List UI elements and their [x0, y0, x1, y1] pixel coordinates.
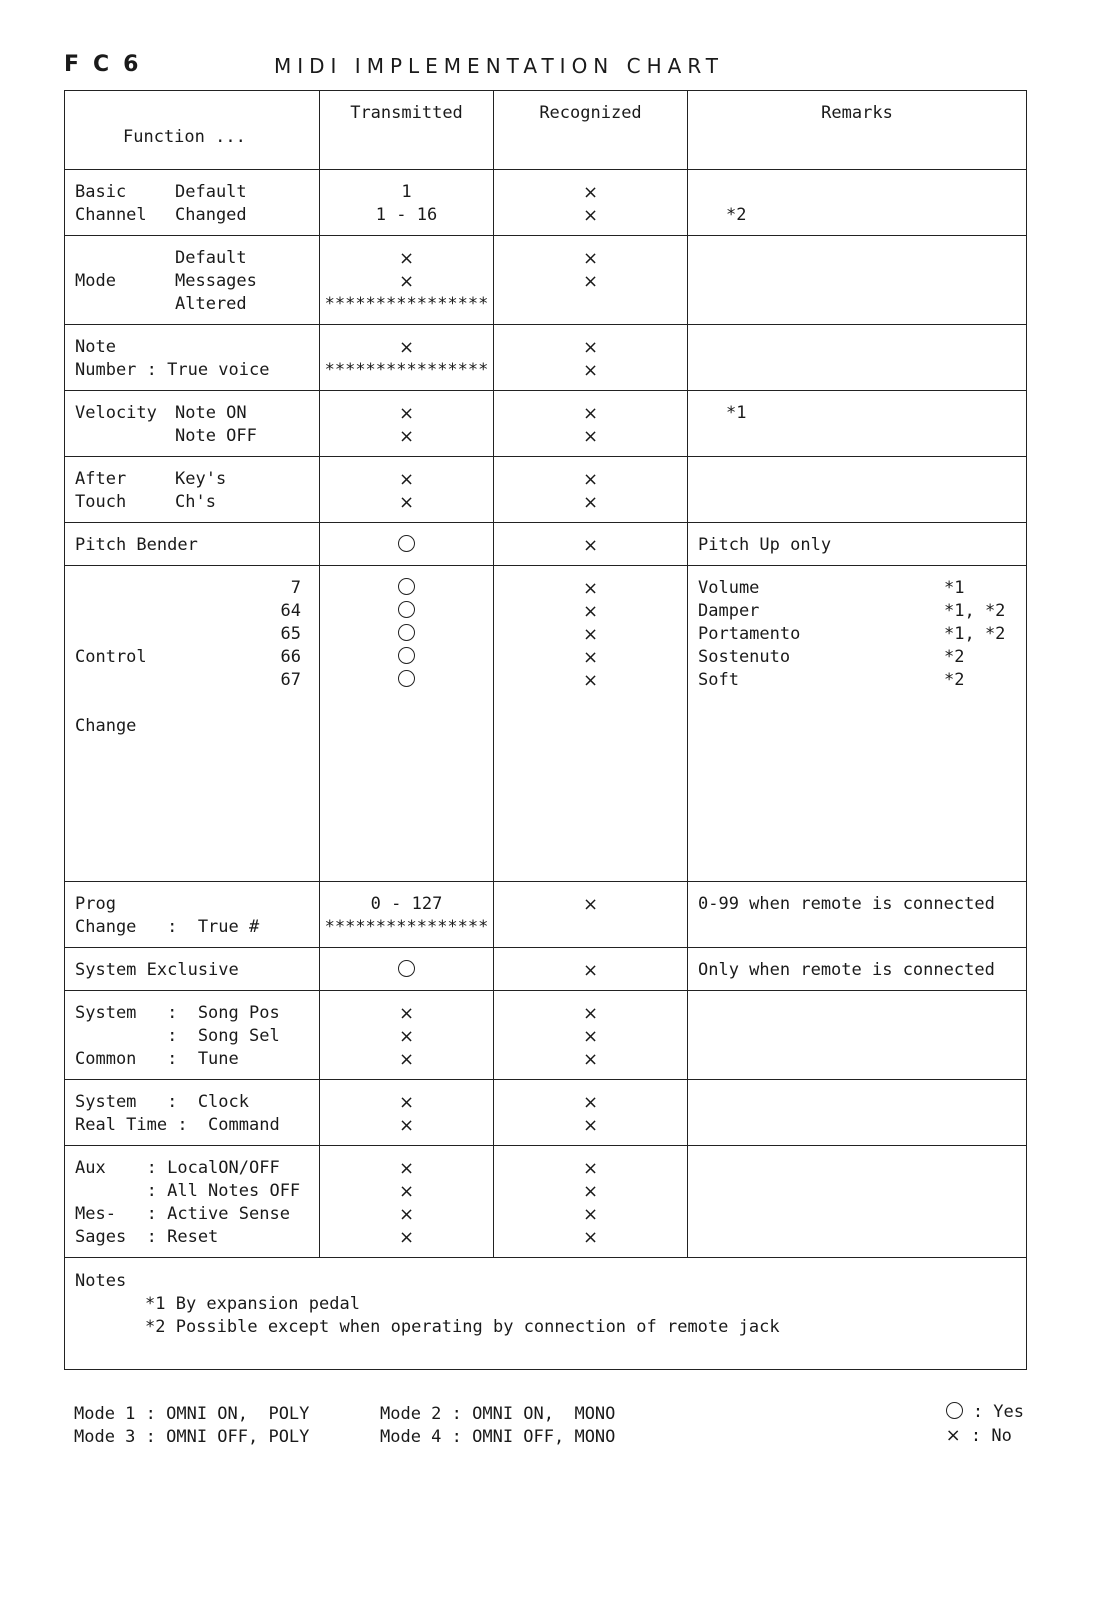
fn-sub: Altered	[175, 294, 247, 314]
fn-label: Velocity	[75, 403, 157, 423]
controller-number: 64	[280, 601, 301, 621]
transmitted-value: 0 - 127	[370, 894, 443, 914]
fn-label: Number : True voice	[75, 360, 270, 380]
no-mark: ×	[582, 360, 599, 381]
fn-label: Common : Tune	[75, 1049, 239, 1069]
notes-title: Notes	[75, 1271, 127, 1291]
chart-header	[64, 52, 1024, 82]
controller-number: 65	[280, 624, 301, 644]
yes-circle-icon	[398, 624, 415, 641]
no-mark: ×	[582, 1181, 599, 1202]
no-mark: ×	[582, 1158, 599, 1179]
fn-label: Channel	[75, 205, 147, 225]
remark: Portamento	[698, 624, 801, 644]
no-mark: ×	[398, 1204, 415, 1225]
notes-row	[65, 1258, 1027, 1370]
system-common-row	[65, 991, 1027, 1080]
remark: *2	[726, 205, 747, 225]
no-mark: ×	[582, 578, 599, 599]
controller-number: 67	[280, 670, 301, 690]
no-mark: ×	[398, 469, 415, 490]
fn-label: Sages : Reset	[75, 1227, 219, 1247]
legend-yes: : Yes	[972, 1402, 1024, 1422]
no-mark: ×	[398, 403, 415, 424]
mode-3: Mode 3 : OMNI OFF, POLY	[74, 1427, 310, 1447]
yes-circle-icon	[398, 535, 415, 552]
fn-sub: Messages	[175, 271, 257, 291]
no-mark: ×	[582, 1026, 599, 1047]
page-title: MIDI IMPLEMENTATION CHART	[274, 54, 724, 78]
remark-note: *2	[944, 670, 965, 690]
fn-label: Prog	[75, 894, 116, 914]
no-mark: ×	[398, 1092, 415, 1113]
model-name: FC6	[64, 52, 153, 77]
fn-label: System Exclusive	[75, 960, 239, 980]
fn-label: Pitch Bender	[75, 535, 198, 555]
no-mark: ×	[398, 1026, 415, 1047]
fn-label: Note	[75, 337, 116, 357]
mode-4: Mode 4 : OMNI OFF, MONO	[380, 1427, 616, 1447]
transmitted-header: Transmitted	[320, 91, 494, 170]
no-mark: ×	[582, 535, 599, 556]
pitch-bender-row	[65, 523, 1027, 566]
no-mark: ×	[582, 1227, 599, 1248]
fn-sub: Changed	[175, 205, 247, 225]
controller-number: 7	[290, 578, 301, 598]
no-mark: ×	[398, 426, 415, 447]
fn-label: Mode	[75, 271, 116, 291]
no-mark: ×	[582, 469, 599, 490]
no-mark: ×	[398, 1115, 415, 1136]
no-mark: ×	[582, 182, 599, 203]
remarks-header: Remarks	[688, 91, 1027, 170]
control-change-row	[65, 566, 1027, 882]
yes-circle-icon	[946, 1402, 963, 1419]
fn-label: System : Clock	[75, 1092, 249, 1112]
fn-label: Control	[75, 647, 147, 667]
system-exclusive-row	[65, 948, 1027, 991]
fn-label: Change	[75, 716, 137, 736]
fn-label: Real Time : Command	[75, 1115, 280, 1135]
no-mark: ×	[582, 1115, 599, 1136]
no-mark: ×	[582, 601, 599, 622]
no-mark: ×	[582, 1092, 599, 1113]
no-mark: ×	[582, 403, 599, 424]
remark: Damper	[698, 601, 760, 621]
transmitted-value: 1 - 16	[375, 205, 438, 225]
footer-legend	[74, 1403, 1024, 1453]
fn-sub: Key's	[175, 469, 227, 489]
note-number-row	[65, 325, 1027, 391]
midi-implementation-table	[64, 90, 1027, 1370]
fn-label: : Song Sel	[75, 1026, 280, 1046]
yes-circle-icon	[398, 601, 415, 618]
remark: Volume	[698, 578, 760, 598]
no-mark: ×	[398, 1158, 415, 1179]
fn-label: Mes- : Active Sense	[75, 1204, 290, 1224]
fn-sub: Ch's	[175, 492, 216, 512]
mode-row	[65, 236, 1027, 325]
remark: Soft	[698, 670, 739, 690]
no-mark: ×	[582, 337, 599, 358]
aux-messages-row	[65, 1146, 1027, 1258]
no-mark: ×	[582, 960, 599, 981]
fn-sub: Note ON	[175, 403, 247, 423]
no-mark: ×	[582, 271, 599, 292]
mode-1: Mode 1 : OMNI ON, POLY	[74, 1404, 310, 1424]
fn-label: Basic	[75, 182, 127, 202]
note-2: *2 Possible except when operating by connection of remote jack	[145, 1317, 780, 1337]
no-mark: ×	[398, 271, 415, 292]
yes-circle-icon	[398, 960, 415, 977]
no-mark: ×	[582, 1204, 599, 1225]
remark: Pitch Up only	[698, 535, 832, 555]
no-mark: ×	[582, 647, 599, 668]
remark-note: *1	[944, 578, 965, 598]
no-mark: ×	[582, 426, 599, 447]
no-mark: ×	[582, 248, 599, 269]
basic-channel-row	[65, 170, 1027, 236]
velocity-row	[65, 391, 1027, 457]
legend-no: : No	[970, 1426, 1012, 1446]
no-mark: ×	[582, 1003, 599, 1024]
fn-sub: Note OFF	[175, 426, 257, 446]
fn-label: Aux : LocalON/OFF	[75, 1158, 280, 1178]
recognized-header: Recognized	[494, 91, 688, 170]
yes-circle-icon	[398, 578, 415, 595]
transmitted-value: 1	[401, 182, 412, 202]
remark: 0-99 when remote is connected	[698, 894, 995, 914]
fn-label: : All Notes OFF	[75, 1181, 301, 1201]
no-mark: ×	[582, 894, 599, 915]
no-mark: ×	[398, 1049, 415, 1070]
fn-label: System : Song Pos	[75, 1003, 280, 1023]
no-mark: ×	[398, 1003, 415, 1024]
remark: Only when remote is connected	[698, 960, 995, 980]
fn-sub: Default	[175, 182, 247, 202]
fn-label: Change : True #	[75, 917, 260, 937]
controller-number: 66	[280, 647, 301, 667]
prog-change-row	[65, 882, 1027, 948]
no-mark: ×	[582, 624, 599, 645]
function-header: Function ...	[123, 127, 246, 147]
no-mark: ×	[582, 670, 599, 691]
fn-sub: Default	[175, 248, 247, 268]
no-mark: ×	[582, 205, 599, 226]
yes-circle-icon	[398, 670, 415, 687]
no-mark: ×	[398, 1181, 415, 1202]
remark-note: *1, *2	[944, 601, 1006, 621]
no-mark: ×	[398, 337, 415, 358]
mode-2: Mode 2 : OMNI ON, MONO	[380, 1404, 616, 1424]
remark: *1	[726, 403, 747, 423]
fn-label: Touch	[75, 492, 127, 512]
fn-label: After	[75, 469, 127, 489]
remark-note: *1, *2	[944, 624, 1006, 644]
note-1: *1 By expansion pedal	[145, 1294, 360, 1314]
after-touch-row	[65, 457, 1027, 523]
header-row	[65, 91, 1027, 170]
no-mark: ×	[582, 1049, 599, 1070]
remark: Sostenuto	[698, 647, 791, 667]
no-mark: ×	[398, 248, 415, 269]
asterisks: ****************	[324, 360, 489, 380]
system-realtime-row	[65, 1080, 1027, 1146]
no-mark: ×	[945, 1425, 961, 1446]
yes-circle-icon	[398, 647, 415, 664]
asterisks: ****************	[324, 294, 489, 314]
no-mark: ×	[582, 492, 599, 513]
asterisks: ****************	[324, 917, 489, 937]
remark-note: *2	[944, 647, 965, 667]
no-mark: ×	[398, 492, 415, 513]
no-mark: ×	[398, 1227, 415, 1248]
